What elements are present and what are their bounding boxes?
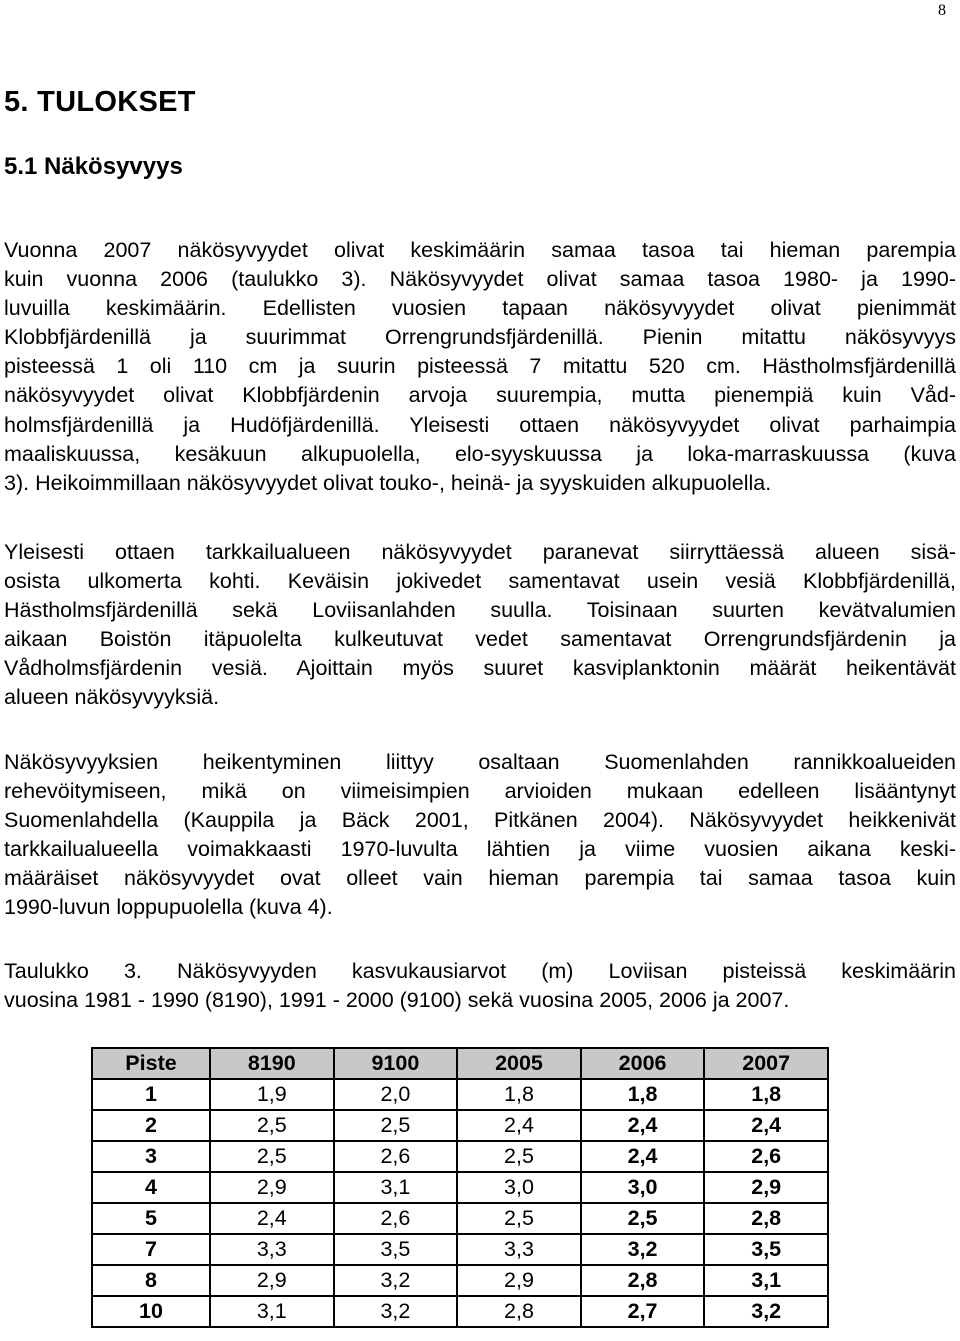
paragraph-3 (4, 748, 956, 923)
table-cell: 5 (92, 1203, 210, 1234)
table-cell: 2,5 (210, 1110, 334, 1141)
table-cell: 3,0 (581, 1172, 705, 1203)
table-cell: 2,5 (581, 1203, 705, 1234)
table-cell: 8 (92, 1265, 210, 1296)
column-header: 2005 (457, 1048, 581, 1079)
table-cell: 2,6 (334, 1203, 458, 1234)
paragraph-line: osista ulkomerta kohti. Keväisin jokivedet samentavat usein vesiä Klobbfjärdenillä, (4, 569, 956, 594)
table-cell: 2,7 (581, 1296, 705, 1327)
table-header-row (92, 1048, 828, 1079)
paragraph-2 (4, 538, 956, 713)
paragraph-line: näkösyvyydet olivat Klobbfjärdenin arvoja suurempia, mutta pienempiä kuin Våd- (4, 383, 956, 408)
table-cell: 3,5 (704, 1234, 828, 1265)
table-cell: 1,8 (457, 1079, 581, 1110)
paragraph-line: maaliskuussa, kesäkuun alkupuolella, elo-syyskuussa ja loka-marraskuussa (kuva (4, 441, 956, 466)
table-cell: 2,4 (457, 1110, 581, 1141)
table-cell: 7 (92, 1234, 210, 1265)
table-cell: 4 (92, 1172, 210, 1203)
table-caption (4, 957, 956, 1015)
table-cell: 2,5 (457, 1141, 581, 1172)
table-cell: 3,2 (334, 1296, 458, 1327)
table-row (92, 1172, 828, 1203)
table-cell: 2 (92, 1110, 210, 1141)
column-header: Piste (92, 1048, 210, 1079)
column-header: 8190 (210, 1048, 334, 1079)
paragraph-line: luvuilla keskimäärin. Edellisten vuosien tapaan näkösyvyydet olivat pienimmät (4, 296, 956, 321)
table-row (92, 1141, 828, 1172)
table-row (92, 1296, 828, 1327)
paragraph-line: rehevöitymiseen, mikä on viimeisimpien arvioiden mukaan edelleen lisääntynyt (4, 779, 956, 804)
table-cell: 2,5 (334, 1110, 458, 1141)
table-row (92, 1110, 828, 1141)
table-cell: 3,5 (334, 1234, 458, 1265)
paragraph-line: alueen näkösyvyyksiä. (4, 685, 220, 710)
table-cell: 2,8 (704, 1203, 828, 1234)
table-row (92, 1265, 828, 1296)
table-cell: 2,4 (704, 1110, 828, 1141)
table-cell: 3,2 (581, 1234, 705, 1265)
table-cell: 3,3 (457, 1234, 581, 1265)
table-cell: 3,1 (334, 1172, 458, 1203)
page-number: 8 (938, 2, 946, 19)
section-heading: 5. TULOKSET (4, 86, 196, 118)
paragraph-line: holmsfjärdenillä ja Hudöfjärdenillä. Yleisesti ottaen näkösyvyydet olivat parhaimpia (4, 412, 956, 437)
subsection-heading: 5.1 Näkösyvyys (4, 153, 183, 180)
table-cell: 2,9 (457, 1265, 581, 1296)
column-header: 2006 (581, 1048, 705, 1079)
table-cell: 2,8 (581, 1265, 705, 1296)
paragraph-line: aikaan Boistön itäpuolelta kulkeutuvat vedet samentavat Orrengrundsfjärdenin ja (4, 627, 956, 652)
table-cell: 2,9 (704, 1172, 828, 1203)
paragraph-line: Hästholmsfjärdenillä sekä Loviisanlahden suulla. Toisinaan suurten kevätvalumien (4, 598, 956, 623)
table-cell: 3,2 (704, 1296, 828, 1327)
table-cell: 2,4 (581, 1110, 705, 1141)
table-cell: 2,4 (210, 1203, 334, 1234)
table-cell: 2,5 (210, 1141, 334, 1172)
table-cell: 3,3 (210, 1234, 334, 1265)
table-cell: 10 (92, 1296, 210, 1327)
caption-line: vuosina 1981 - 1990 (8190), 1991 - 2000 (9100) sekä vuosina 2005, 2006 ja 2007. (4, 988, 790, 1013)
paragraph-line: Vuonna 2007 näkösyvyydet olivat keskimäärin samaa tasoa tai hieman parempia (4, 238, 956, 262)
column-header: 2007 (704, 1048, 828, 1079)
table-row (92, 1234, 828, 1265)
paragraph-line: kuin vuonna 2006 (taulukko 3). Näkösyvyydet olivat samaa tasoa 1980- ja 1990- (4, 267, 956, 292)
table-cell: 3,0 (457, 1172, 581, 1203)
table-cell: 2,8 (457, 1296, 581, 1327)
table-cell: 1,9 (210, 1079, 334, 1110)
paragraph-line: Klobbfjärdenillä ja suurimmat Orrengrundsfjärdenillä. Pienin mitattu näkösyvyys (4, 325, 956, 350)
column-header: 9100 (334, 1048, 458, 1079)
paragraph-line: 1990-luvun loppupuolella (kuva 4). (4, 895, 333, 920)
paragraph-1 (4, 236, 956, 498)
table-cell: 3,2 (334, 1265, 458, 1296)
paragraph-line: Näkösyvyyksien heikentyminen liittyy osaltaan Suomenlahden rannikkoalueiden (4, 750, 956, 774)
table-cell: 2,5 (457, 1203, 581, 1234)
secchi-depth-table (91, 1047, 829, 1328)
table-cell: 1 (92, 1079, 210, 1110)
paragraph-line: 3). Heikoimmillaan näkösyvyydet olivat touko-, heinä- ja syyskuiden alkupuolella. (4, 470, 772, 495)
table-cell: 1,8 (704, 1079, 828, 1110)
paragraph-line: pisteessä 1 oli 110 cm ja suurin pisteessä 7 mitattu 520 cm. Hästholmsfjärdenillä (4, 354, 956, 379)
table-cell: 1,8 (581, 1079, 705, 1110)
paragraph-line: Yleisesti ottaen tarkkailualueen näkösyvyydet paranevat siirryttäessä alueen sisä- (4, 540, 956, 564)
table-row (92, 1203, 828, 1234)
paragraph-line: määräiset näkösyvyydet ovat olleet vain hieman parempia tai samaa tasoa kuin (4, 866, 956, 891)
paragraph-line: Vådholmsfjärdenin vesiä. Ajoittain myös suuret kasviplanktonin määrät heikentävät (4, 656, 956, 681)
table-cell: 3,1 (210, 1296, 334, 1327)
table-cell: 2,9 (210, 1265, 334, 1296)
table-cell: 3,1 (704, 1265, 828, 1296)
table-cell: 2,6 (334, 1141, 458, 1172)
table-cell: 2,4 (581, 1141, 705, 1172)
paragraph-line: Suomenlahdella (Kauppila ja Bäck 2001, Pitkänen 2004). Näkösyvyydet heikkenivät (4, 808, 956, 833)
table-cell: 2,6 (704, 1141, 828, 1172)
table-row (92, 1079, 828, 1110)
table-cell: 2,9 (210, 1172, 334, 1203)
table-cell: 3 (92, 1141, 210, 1172)
paragraph-line: tarkkailualueella voimakkaasti 1970-luvulta lähtien ja viime vuosien aikana keski- (4, 837, 956, 862)
table-cell: 2,0 (334, 1079, 458, 1110)
caption-line: Taulukko 3. Näkösyvyyden kasvukausiarvot (m) Loviisan pisteissä keskimäärin (4, 959, 956, 983)
